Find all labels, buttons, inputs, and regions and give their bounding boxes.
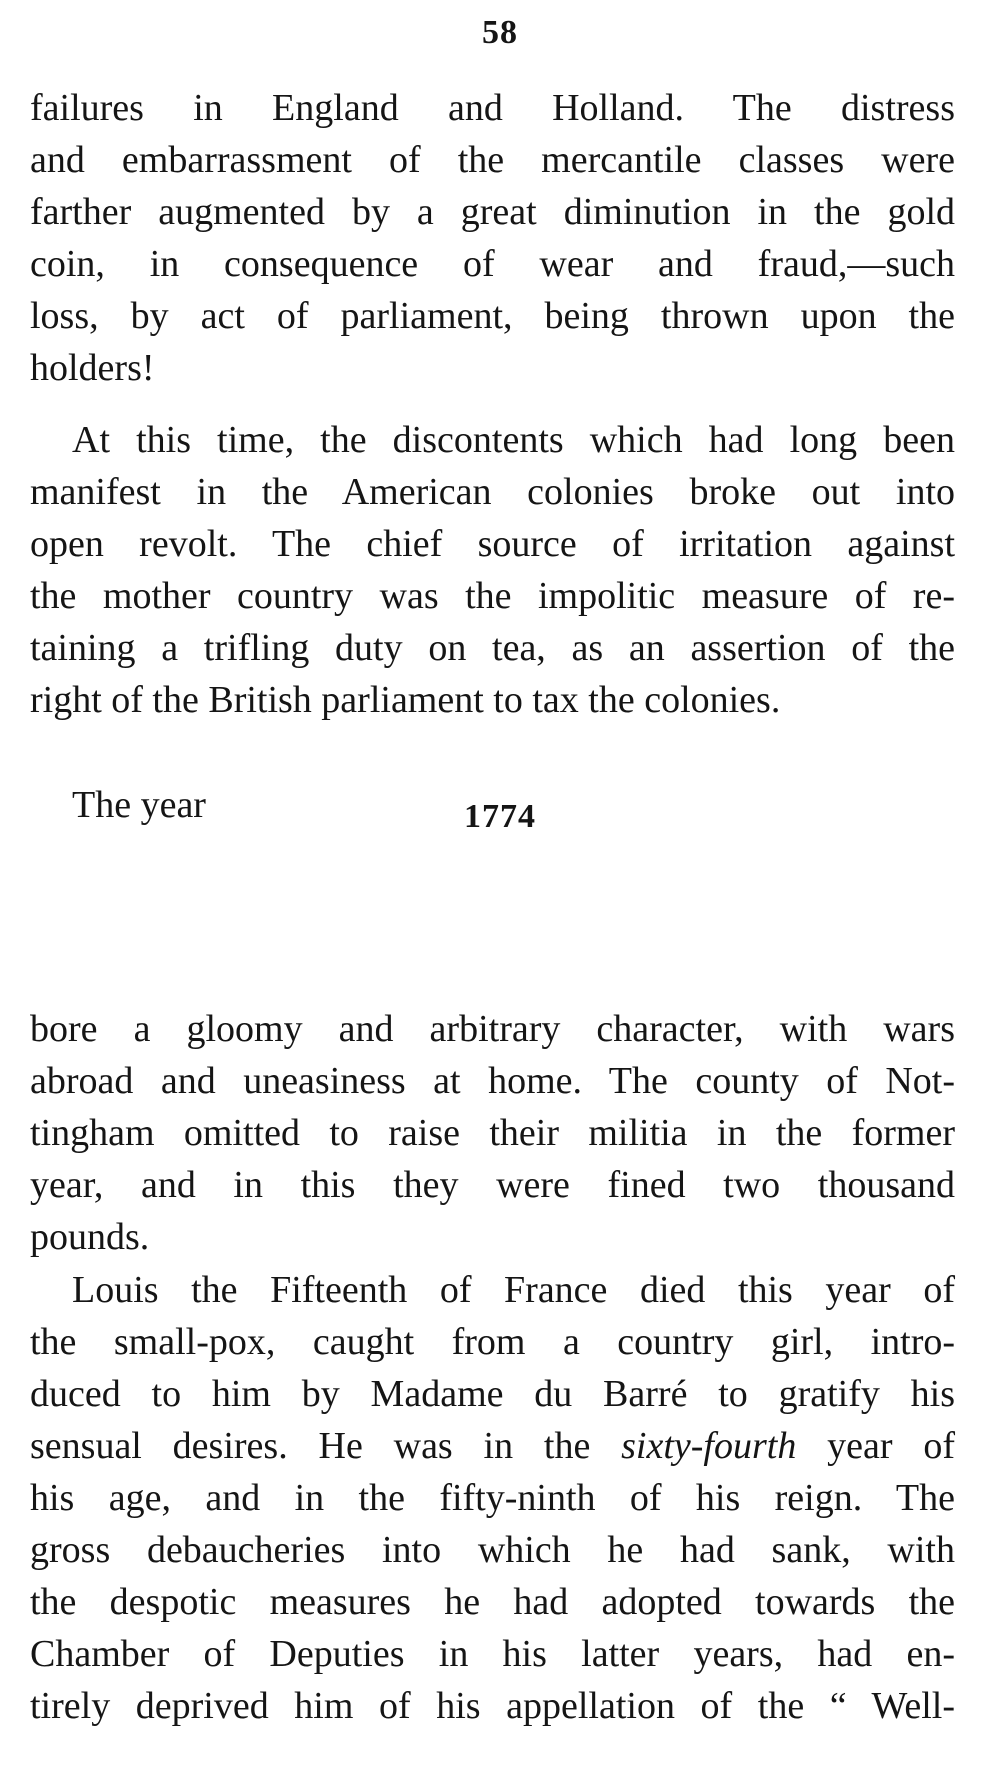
text-line: tirely deprived him of his appellation of the “ Well-	[30, 1685, 955, 1727]
text-line: Chamber of Deputies in his latter years, had en-	[30, 1633, 955, 1675]
text-line: holders!	[30, 347, 155, 389]
text-line: manifest in the American colonies broke out into	[30, 471, 955, 513]
text-line: his age, and in the fifty-ninth of his reign. The	[30, 1477, 955, 1519]
paragraph-american-colonies	[30, 414, 955, 726]
text-line: duced to him by Madame du Barré to gratify his	[30, 1373, 955, 1415]
text-line: gross debaucheries into which he had sank, with	[30, 1529, 955, 1571]
text-line: and embarrassment of the mercantile classes were	[30, 139, 955, 181]
text-line: loss, by act of parliament, being thrown upon the	[30, 295, 955, 337]
text-line: coin, in consequence of wear and fraud,—such	[30, 243, 955, 285]
text-line: bore a gloomy and arbitrary character, with wars	[30, 1008, 955, 1050]
paragraph-mercantile-distress	[30, 82, 955, 394]
text-segment: sensual desires. He was in the	[30, 1425, 622, 1467]
text-line: failures in England and Holland. The distress	[30, 87, 955, 129]
year-heading: 1774	[464, 798, 536, 835]
paragraph-louis-fifteenth	[30, 1264, 955, 1732]
paragraph-year-1774	[30, 1003, 955, 1263]
text-line: the despotic measures he had adopted towards the	[30, 1581, 955, 1623]
text-line: right of the British parliament to tax the colonies.	[30, 679, 781, 721]
text-line: Louis the Fifteenth of France died this year of	[72, 1269, 955, 1311]
text-line-with-italic	[30, 1420, 955, 1472]
text-line: farther augmented by a great diminution in the gold	[30, 191, 955, 233]
text-line: The year	[72, 784, 206, 826]
italic-text: sixty-fourth	[621, 1425, 797, 1467]
text-line: abroad and uneasiness at home. The county of Not-	[30, 1060, 955, 1102]
text-line: the small-pox, caught from a country girl, intro-	[30, 1321, 955, 1363]
text-line: taining a trifling duty on tea, as an assertion of the	[30, 627, 955, 669]
text-line: open revolt. The chief source of irritation against	[30, 523, 955, 565]
text-line: tingham omitted to raise their militia in the former	[30, 1112, 955, 1154]
text-segment: year of	[796, 1425, 955, 1467]
text-line: year, and in this they were fined two thousand	[30, 1164, 955, 1206]
page-number: 58	[482, 14, 518, 51]
text-line: pounds.	[30, 1216, 150, 1258]
text-line: the mother country was the impolitic measure of re-	[30, 575, 955, 617]
text-line: At this time, the discontents which had long been	[72, 419, 955, 461]
